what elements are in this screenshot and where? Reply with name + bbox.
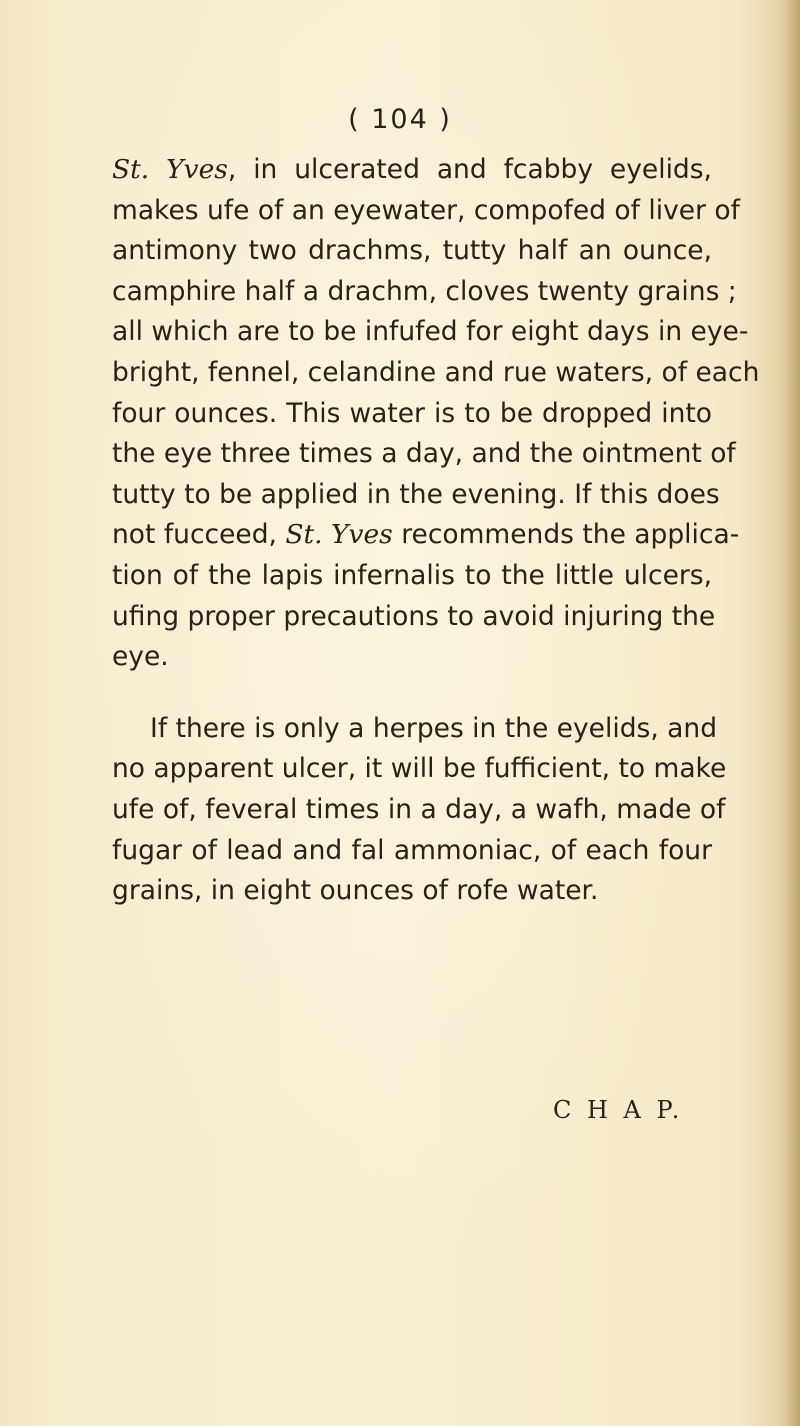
text-line: [112, 353, 760, 394]
text-line: [112, 231, 712, 272]
text-run: grains, in eight ounces of rofe water.: [112, 875, 599, 907]
text-line: [112, 150, 712, 191]
text-run: antimony two drachms, tutty half an ounce,: [112, 235, 712, 267]
italic-name: St. Yves: [285, 519, 393, 551]
text-line: [112, 394, 712, 435]
text-line: [112, 597, 716, 638]
text-run: tutty to be applied in the evening. If this does: [112, 478, 720, 510]
text-line: [112, 556, 712, 597]
paragraph: [112, 709, 727, 912]
text-run: fugar of lead and fal ammoniac, of each four: [112, 834, 712, 866]
text-line: [112, 312, 749, 353]
text-run: tion of the lapis infernalis to the little ulcers,: [112, 559, 712, 591]
text-run: the eye three times a day, and the ointment of: [112, 438, 736, 470]
text-run: recommends the applica-: [392, 519, 740, 551]
text-line: [112, 709, 718, 750]
text-run: no apparent ulcer, it will be fufficient, to make: [112, 753, 727, 785]
text-line: [112, 637, 712, 678]
text-line: [112, 475, 720, 516]
text-run: four ounces. This water is to be dropped into: [112, 397, 712, 429]
text-run: If there is only a herpes in the eyelids, and: [150, 712, 718, 744]
text-run: ufe of, feveral times in a day, a wafh, made of: [112, 793, 726, 825]
catchword: C H A P.: [553, 1096, 684, 1124]
text-line: [112, 790, 726, 831]
text-line: [112, 515, 740, 556]
text-line: [112, 749, 727, 790]
text-run: bright, fennel, celandine and rue waters, of each: [112, 356, 760, 388]
text-run: eye.: [112, 641, 169, 673]
page-number: ( 104 ): [348, 104, 452, 135]
text-run: ufing proper precautions to avoid injuring the: [112, 600, 716, 632]
text-run: , in ulcerated and fcabby eyelids,: [227, 154, 712, 185]
text-line: [112, 871, 712, 912]
text-line: [112, 272, 737, 313]
text-run: camphire half a drachm, cloves twenty grains ;: [112, 275, 737, 307]
text-run: all which are to be infufed for eight days in eye-: [112, 316, 749, 348]
text-run: makes ufe of an eyewater, compofed of liver of: [112, 194, 740, 226]
text-line: [112, 434, 736, 475]
text-line: [112, 191, 740, 232]
paragraph-gap: [112, 678, 712, 709]
paragraph: [112, 150, 760, 678]
text-run: not fucceed,: [112, 519, 286, 551]
italic-name: St. Yves: [112, 154, 228, 185]
page-edge-shadow: [786, 0, 800, 1426]
body-text: [112, 150, 760, 912]
text-line: [112, 831, 712, 872]
